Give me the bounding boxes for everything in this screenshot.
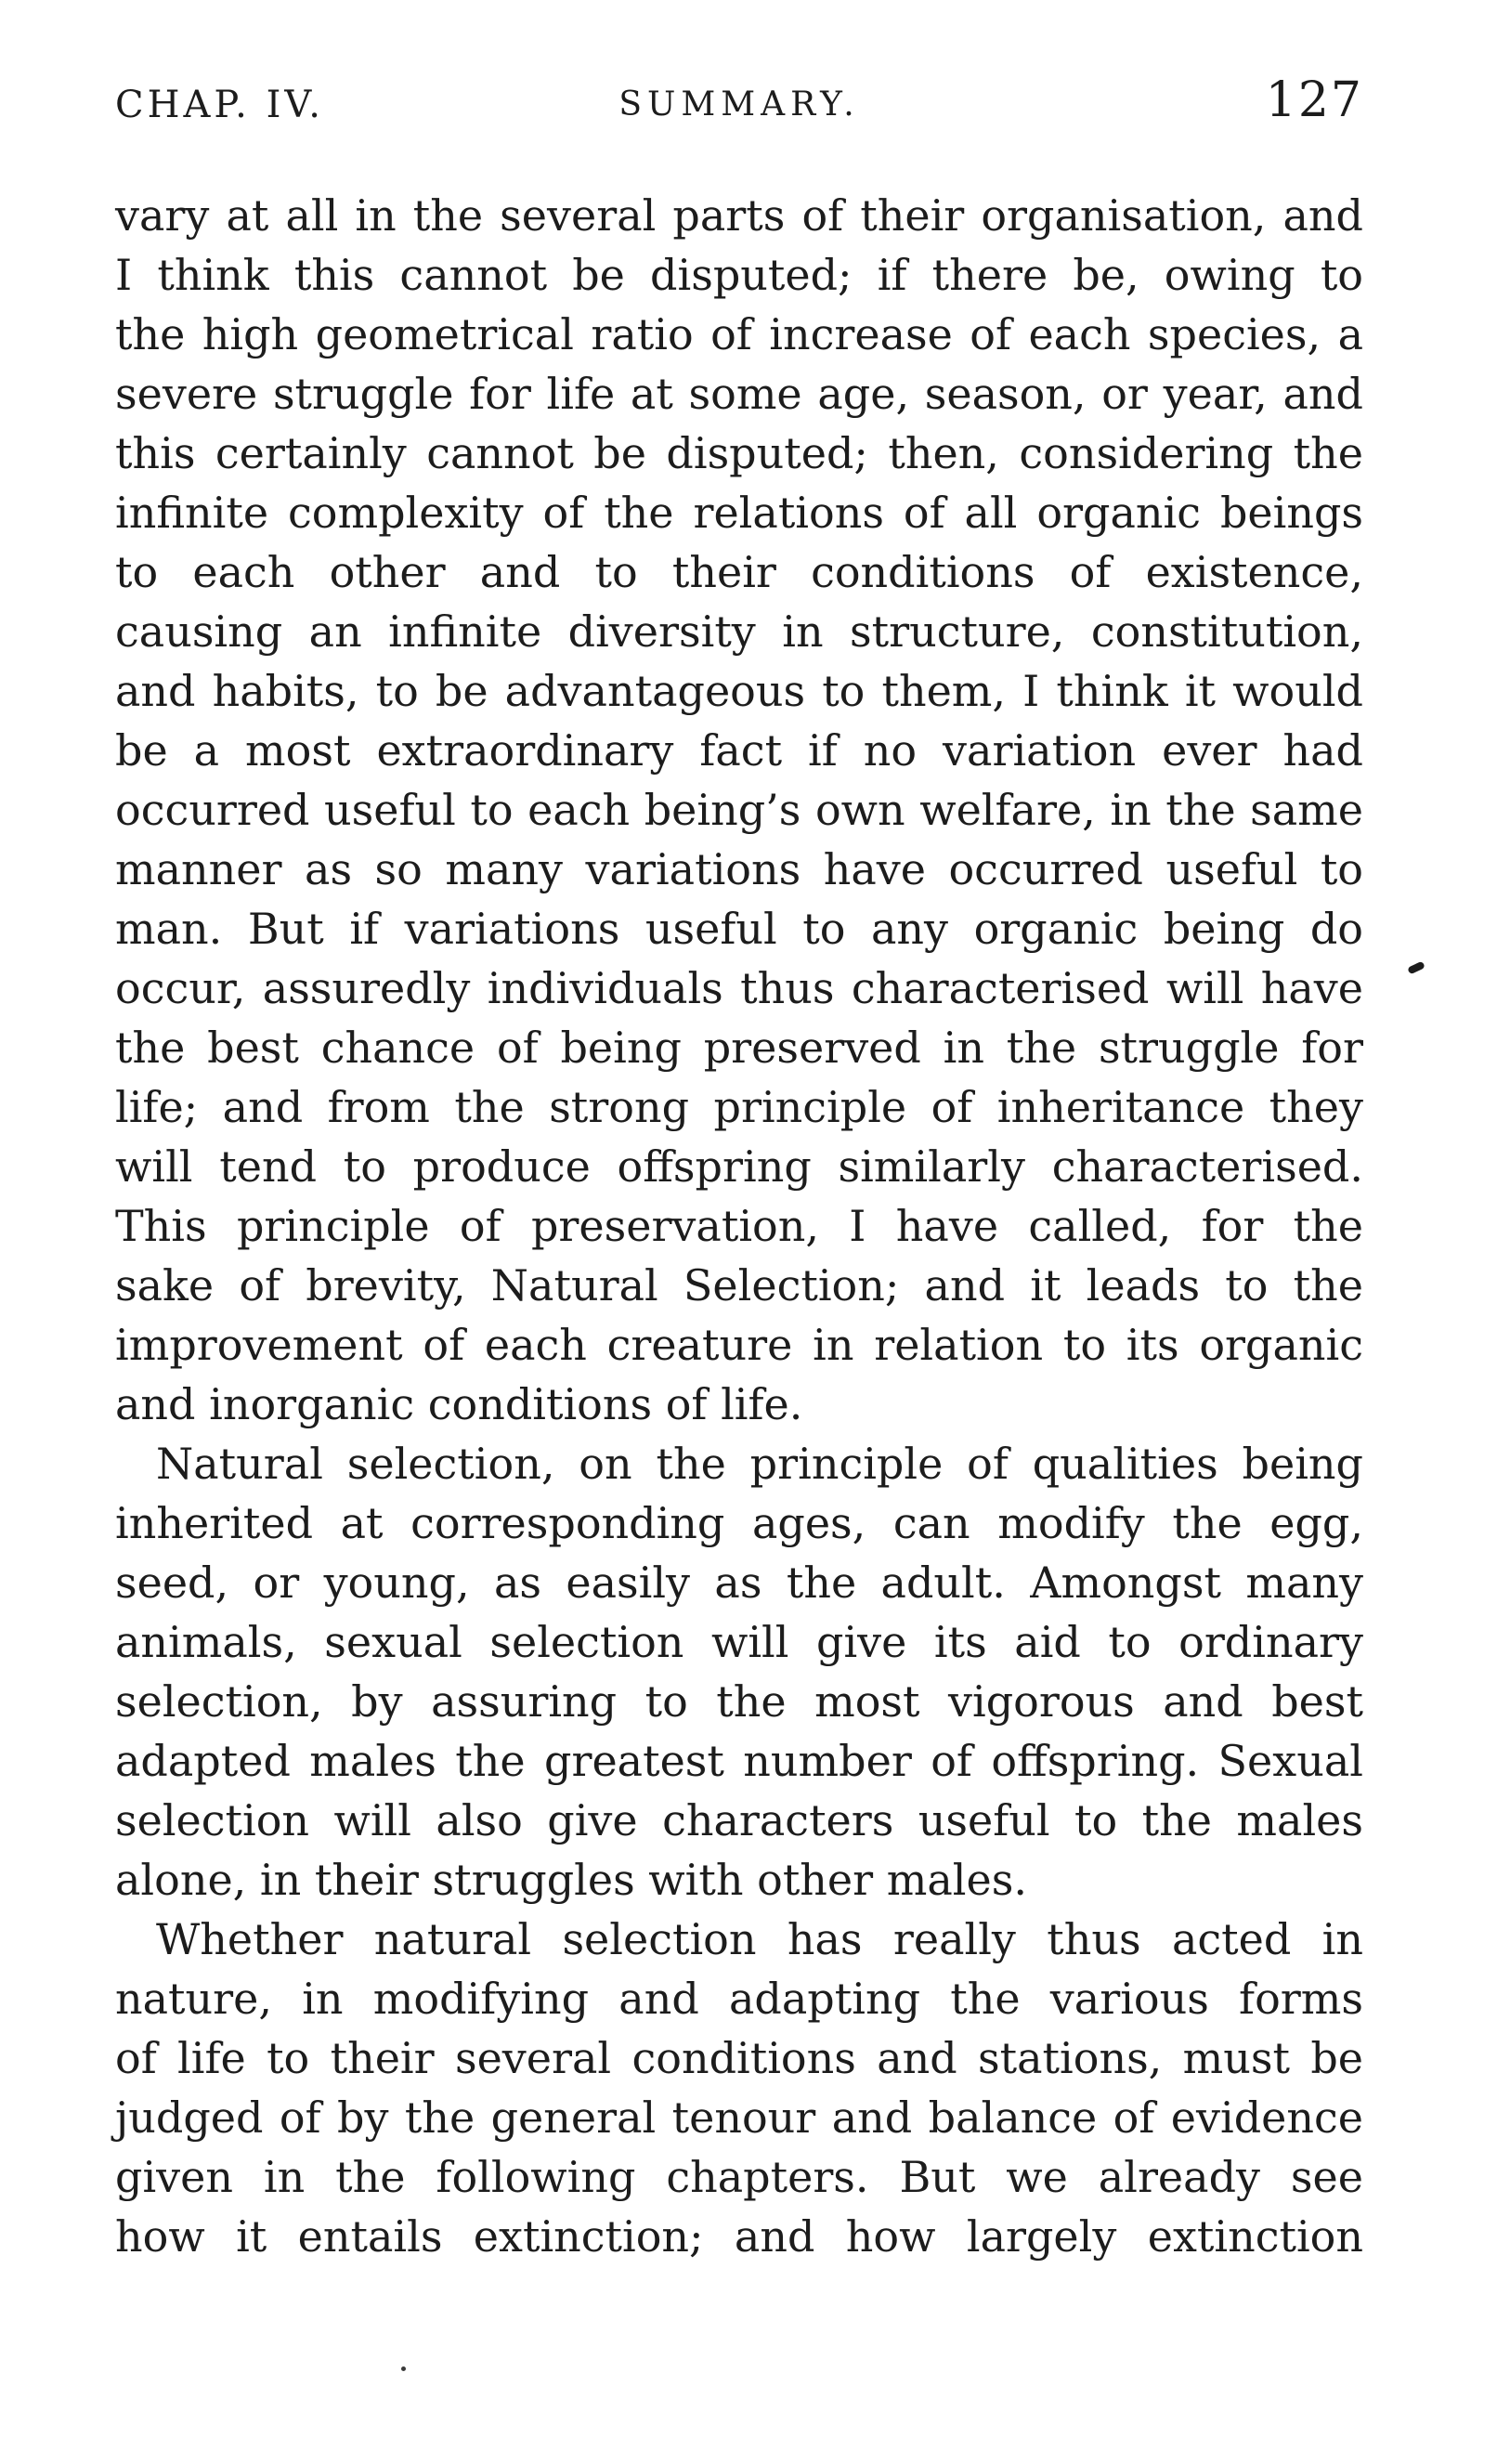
running-head: [115, 72, 1363, 137]
text-line: judged of by the general tenour and balance of evidence: [115, 2092, 1363, 2143]
text-line: the high geometrical ratio of increase of each species, a: [115, 309, 1363, 359]
text-line: adapted males the greatest number of offspring. Sexual: [115, 1736, 1363, 1786]
text-line: life; and from the strong principle of inheritance they: [115, 1082, 1363, 1132]
text-line: this certainly cannot be disputed; then, considering the: [115, 428, 1363, 478]
text-line: occurred useful to each being’s own welfare, in the same: [115, 785, 1363, 835]
text-line: manner as so many variations have occurred useful to: [115, 844, 1363, 894]
paragraph: [115, 186, 1363, 1434]
page-number: 127: [1265, 72, 1363, 128]
text-line: to each other and to their conditions of existence,: [115, 547, 1363, 597]
text-line: nature, in modifying and adapting the various forms: [115, 1974, 1363, 2024]
paragraph: [115, 1434, 1363, 1910]
text-line: improvement of each creature in relation to its organic: [115, 1320, 1363, 1370]
text-line: seed, or young, as easily as the adult. Amongst many: [115, 1558, 1363, 1608]
text-line: selection, by assuring to the most vigorous and best: [115, 1676, 1363, 1727]
text-line: how it entails extinction; and how largely extinction: [115, 2211, 1363, 2262]
text-line: be a most extraordinary fact if no variation ever had: [115, 725, 1363, 776]
text-line: of life to their several conditions and stations, must be: [115, 2033, 1363, 2083]
margin-mark-icon: [1407, 961, 1425, 975]
section-title: SUMMARY.: [618, 85, 860, 124]
text-line: severe struggle for life at some age, season, or year, and: [115, 369, 1363, 419]
text-line: and habits, to be advantageous to them, I think it would: [115, 666, 1363, 716]
text-line: infinite complexity of the relations of all organic beings: [115, 488, 1363, 538]
text-line: vary at all in the several parts of their organisation, and: [115, 190, 1363, 241]
text-line: I think this cannot be disputed; if there be, owing to: [115, 250, 1363, 300]
paragraph: [115, 1910, 1363, 2266]
text-line: alone, in their struggles with other males.: [115, 1855, 1027, 1905]
text-line: the best chance of being preserved in the struggle for: [115, 1023, 1363, 1073]
text-line: man. But if variations useful to any organic being do: [115, 904, 1363, 954]
text-line: causing an infinite diversity in structure, constitution,: [115, 606, 1363, 657]
text-line: animals, sexual selection will give its aid to ordinary: [115, 1617, 1363, 1667]
chapter-label: CHAP. IV.: [115, 84, 325, 126]
text-line: will tend to produce offspring similarly characterised.: [115, 1141, 1363, 1192]
stray-dot-icon: [401, 2366, 406, 2371]
text-line: inherited at corresponding ages, can modify the egg,: [115, 1498, 1363, 1548]
text-line: sake of brevity, Natural Selection; and it leads to the: [115, 1260, 1363, 1310]
text-line: Whether natural selection has really thus acted in: [156, 1914, 1363, 1964]
text-line: This principle of preservation, I have called, for the: [115, 1201, 1363, 1251]
text-line: selection will also give characters useful to the males: [115, 1795, 1363, 1845]
text-line: Natural selection, on the principle of qualities being: [156, 1439, 1363, 1489]
text-line: occur, assuredly individuals thus characterised will have: [115, 963, 1363, 1013]
text-line: given in the following chapters. But we already see: [115, 2152, 1363, 2202]
body-text: [115, 186, 1363, 2266]
text-line: and inorganic conditions of life.: [115, 1379, 803, 1429]
